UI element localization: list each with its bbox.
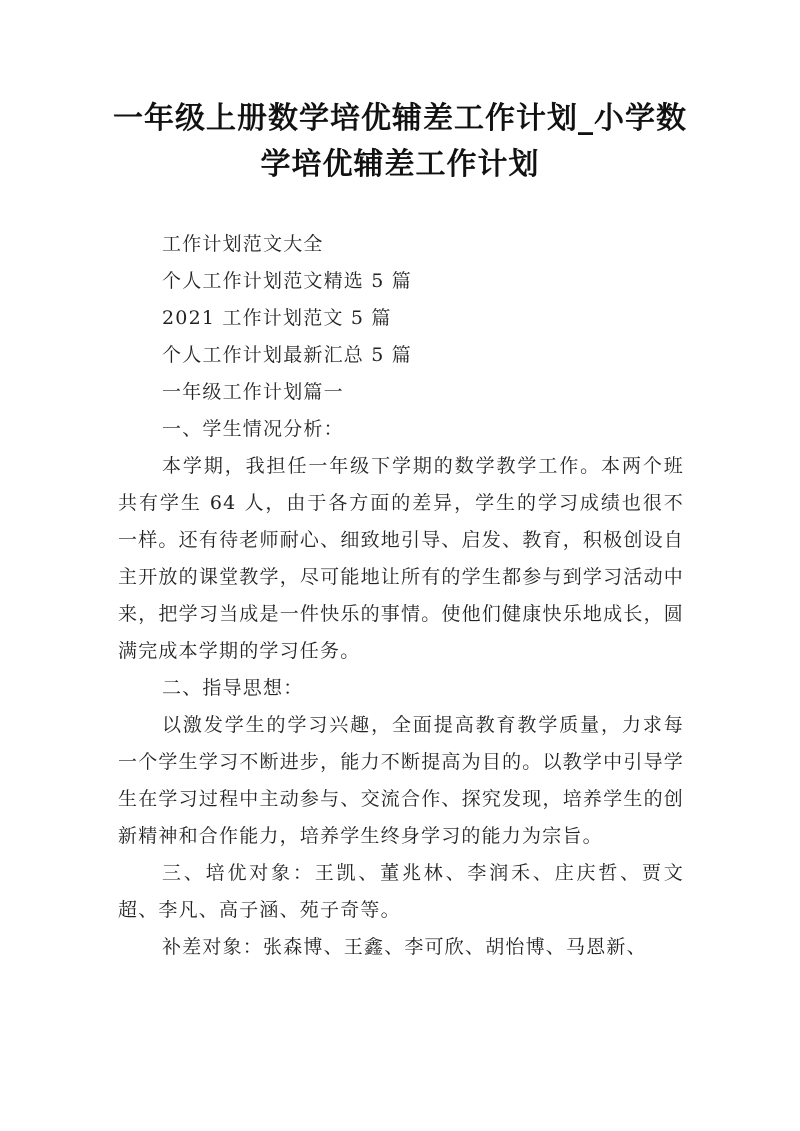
- link-2021-plan[interactable]: 2021 工作计划范文 5 篇: [162, 307, 392, 329]
- link-personal-plan-latest[interactable]: 个人工作计划最新汇总 5 篇: [162, 344, 412, 366]
- section-heading: 一年级工作计划篇一: [162, 381, 344, 403]
- paragraph-guiding-ideology: 以激发学生的学习兴趣，全面提高教育教学质量，力求每一个学生学习不断进步，能力不断提高为目的。以教学中引导学生在学习过程中主动参与、交流合作、探究发现，培养学生的创新精神和合作能力，培养学生终身学习的能力为宗旨。: [118, 714, 684, 847]
- heading-student-analysis: 一、学生情况分析：: [162, 418, 344, 440]
- paragraph-student-analysis: 本学期，我担任一年级下学期的数学教学工作。本两个班共有学生 64 人，由于各方面的差异，学生的学习成绩也很不一样。还有待老师耐心、细致地引导、启发、教育，积极创设自主开放的课堂教学，尽可能地让所有的学生都参与到学习活动中来，把学习当成是一件快乐的事情。使他们健康快乐地成长，圆满完成本学期的学习任务。: [118, 455, 684, 662]
- document-title: [110, 96, 690, 188]
- paragraph-remedial-students: 补差对象：张森博、王鑫、李可欣、胡怡博、马恩新、: [162, 936, 647, 958]
- title-line-2: 学培优辅差工作计划: [260, 147, 540, 182]
- paragraph-excellent-students: 三、培优对象：王凯、董兆林、李润禾、庄庆哲、贾文超、李凡、高子涵、苑子奇等。: [118, 862, 684, 921]
- heading-guiding-ideology: 二、指导思想：: [162, 677, 304, 699]
- document-body: [118, 226, 684, 966]
- title-line-1: 一年级上册数学培优辅差工作计划_小学数: [113, 101, 687, 136]
- link-personal-plan-selected[interactable]: 个人工作计划范文精选 5 篇: [162, 270, 412, 292]
- link-work-plan-collection[interactable]: 工作计划范文大全: [162, 233, 324, 255]
